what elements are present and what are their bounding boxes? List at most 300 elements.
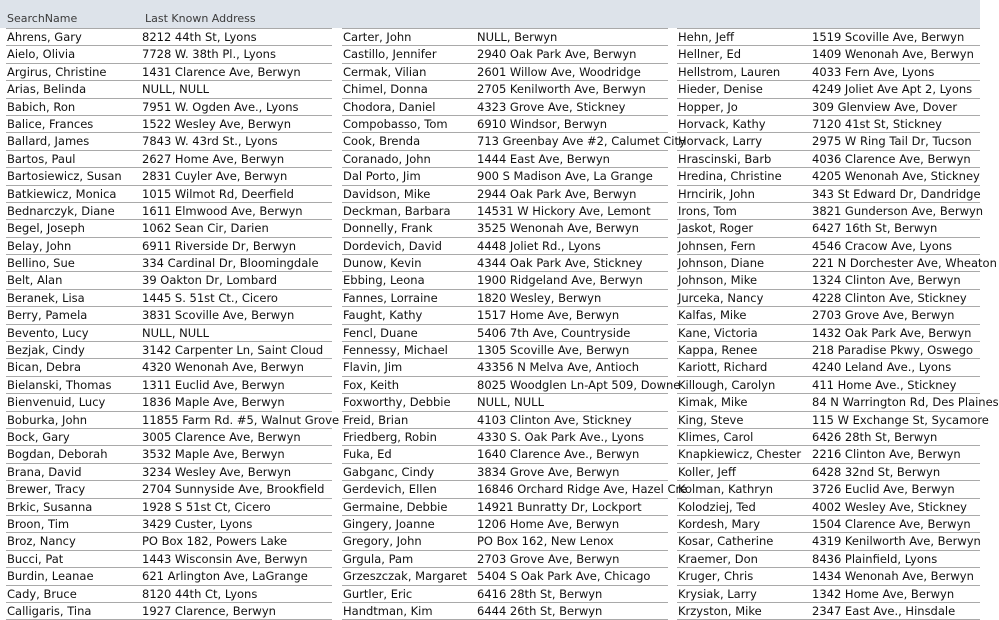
table-row — [6, 116, 332, 133]
table-row — [6, 81, 332, 98]
person-name: Bezjak, Cindy — [7, 343, 85, 358]
address-value: 1444 East Ave, Berwyn — [477, 151, 610, 166]
address-value: NULL, Berwyn — [477, 30, 558, 44]
person-name: Bican, Debra — [7, 360, 82, 375]
person-name: Bogdan, Deborah — [7, 447, 108, 462]
table-row — [342, 359, 668, 376]
address-value: 713 Greenbay Ave #2, Calumet City — [477, 134, 686, 149]
person-name: Hieder, Denise — [678, 82, 763, 97]
address-value: 7120 41st St, Stickney — [812, 116, 942, 131]
address-value: 1311 Euclid Ave, Berwyn — [142, 377, 285, 392]
table-row — [677, 272, 980, 289]
person-name: Faught, Kathy — [343, 308, 423, 323]
address-value: 2347 East Ave., Hinsdale — [812, 603, 956, 618]
address-value: 4205 Wenonah Ave, Stickney — [812, 169, 980, 184]
table-row — [6, 568, 332, 585]
person-name: Johnson, Diane — [678, 256, 765, 271]
person-name: Dunow, Kevin — [343, 256, 422, 271]
address-value: 2831 Cuyler Ave, Berwyn — [142, 169, 288, 184]
table-row — [342, 516, 668, 533]
person-name: Kolodziej, Ted — [678, 499, 756, 514]
person-name: Kariott, Richard — [678, 360, 768, 375]
person-name: Krzyston, Mike — [678, 603, 762, 618]
address-value: 6911 Riverside Dr, Berwyn — [142, 238, 297, 253]
address-value: 6416 28th St, Berwyn — [477, 586, 603, 601]
address-value: 6427 16th St, Berwyn — [812, 221, 938, 236]
address-value: NULL, NULL — [477, 395, 544, 410]
person-name: Cook, Brenda — [343, 134, 421, 149]
table-row — [677, 359, 980, 376]
address-value: 1342 Home Ave, Berwyn — [812, 586, 955, 601]
table-row — [342, 203, 668, 220]
table-row — [677, 133, 980, 150]
address-value: 4103 Clinton Ave, Stickney — [477, 412, 632, 427]
person-name: Horvack, Larry — [678, 134, 763, 149]
address-value: 1431 Clarence Ave, Berwyn — [142, 64, 301, 79]
person-name: Ahrens, Gary — [7, 30, 82, 44]
address-value: 6910 Windsor, Berwyn — [477, 116, 608, 131]
table-row — [6, 429, 332, 446]
person-name: Hehn, Jeff — [678, 30, 735, 44]
address-value: 1443 Wisconsin Ave, Berwyn — [142, 551, 308, 566]
table-row — [342, 290, 668, 307]
address-value: 4344 Oak Park Ave, Stickney — [477, 256, 643, 271]
address-value: 334 Cardinal Dr, Bloomingdale — [142, 256, 319, 271]
table-row — [6, 272, 332, 289]
address-value: 2703 Grove Ave, Berwyn — [812, 308, 955, 323]
table-row — [342, 325, 668, 342]
person-name: Deckman, Barbara — [343, 203, 451, 218]
table-row — [677, 238, 980, 255]
table-row — [6, 255, 332, 272]
person-name: Balice, Frances — [7, 116, 94, 131]
person-name: Hopper, Jo — [678, 99, 738, 114]
person-name: Cady, Bruce — [7, 586, 77, 601]
address-value: 343 St Edward Dr, Dandridge — [812, 186, 981, 201]
person-name: Fennessy, Michael — [343, 343, 448, 358]
table-row — [342, 412, 668, 429]
person-name: Ebbing, Leona — [343, 273, 425, 288]
person-name: Beranek, Lisa — [7, 290, 85, 305]
person-name: Kane, Victoria — [678, 325, 758, 340]
person-name: Fannes, Lorraine — [343, 290, 438, 305]
person-name: Bielanski, Thomas — [7, 377, 112, 392]
table-row — [6, 168, 332, 185]
address-value: NULL, NULL — [142, 82, 209, 97]
person-name: Brewer, Tracy — [7, 482, 86, 497]
table-row — [677, 499, 980, 516]
table-row — [342, 64, 668, 81]
table-row — [677, 377, 980, 394]
person-name: Grgula, Pam — [343, 551, 414, 566]
address-value: 1611 Elmwood Ave, Berwyn — [142, 203, 303, 218]
address-value: 3831 Scoville Ave, Berwyn — [142, 308, 295, 323]
address-value: 3834 Grove Ave, Berwyn — [477, 464, 620, 479]
person-name: Compobasso, Tom — [343, 116, 448, 131]
address-value: 1820 Wesley, Berwyn — [477, 290, 602, 305]
table-row — [6, 446, 332, 463]
address-value: 3532 Maple Ave, Berwyn — [142, 447, 285, 462]
person-name: Hredina, Christine — [678, 169, 782, 184]
address-value: 4002 Wesley Ave, Stickney — [812, 499, 967, 514]
person-name: Gurtler, Eric — [343, 586, 413, 601]
person-name: Donnelly, Frank — [343, 221, 433, 236]
table-row — [677, 151, 980, 168]
address-value: 309 Glenview Ave, Dover — [812, 99, 958, 114]
address-value: 14531 W Hickory Ave, Lemont — [477, 203, 651, 218]
person-name: Jaskot, Roger — [678, 221, 754, 236]
table-row — [677, 464, 980, 481]
table-row — [6, 203, 332, 220]
address-value: 115 W Exchange St, Sycamore — [812, 412, 989, 427]
table-row — [677, 429, 980, 446]
table-row — [6, 151, 332, 168]
person-name: Bellino, Sue — [7, 256, 75, 271]
address-value: 4320 Wenonah Ave, Berwyn — [142, 360, 304, 375]
table-row — [6, 464, 332, 481]
table-row — [342, 81, 668, 98]
table-row — [677, 255, 997, 272]
address-value: 4240 Leland Ave., Lyons — [812, 360, 952, 375]
person-name: Krysiak, Larry — [678, 586, 757, 601]
address-value: 1409 Wenonah Ave, Berwyn — [812, 47, 974, 62]
column-1 — [6, 28, 340, 620]
person-name: Hellstrom, Lauren — [678, 64, 781, 79]
person-name: Carter, John — [343, 30, 412, 44]
address-value: 16846 Orchard Ridge Ave, Hazel Cre — [477, 482, 688, 497]
person-name: Belay, John — [7, 238, 72, 253]
person-name: Kordesh, Mary — [678, 516, 760, 531]
person-name: Hrncirik, John — [678, 186, 755, 201]
address-value: 14921 Bunratty Dr, Lockport — [477, 499, 642, 514]
table-row — [677, 99, 980, 116]
address-value: 39 Oakton Dr, Lombard — [142, 273, 278, 288]
person-name: Horvack, Kathy — [678, 116, 766, 131]
address-value: 1305 Scoville Ave, Berwyn — [477, 343, 630, 358]
person-name: Grzeszczak, Margaret — [343, 569, 468, 584]
person-name: Ballard, James — [7, 134, 90, 149]
table-row — [342, 377, 681, 394]
table-row — [6, 394, 332, 411]
person-name: Kruger, Chris — [678, 569, 754, 584]
table-row — [677, 342, 980, 359]
table-row — [342, 342, 668, 359]
person-name: Bartosiewicz, Susan — [7, 169, 122, 184]
address-value: NULL, NULL — [142, 325, 209, 340]
table-row — [677, 81, 980, 98]
table-row — [677, 203, 984, 220]
table-row — [6, 220, 332, 237]
person-name: Foxworthy, Debbie — [343, 395, 451, 410]
table-row — [677, 516, 980, 533]
person-name: Dal Porto, Jim — [343, 169, 421, 184]
table-row — [342, 99, 668, 116]
person-name: Bevento, Lucy — [7, 325, 89, 340]
table-row — [677, 446, 980, 463]
table-row — [6, 551, 332, 568]
address-value: 3142 Carpenter Ln, Saint Cloud — [142, 343, 324, 358]
table-row — [6, 99, 332, 116]
table-row — [6, 377, 332, 394]
address-value: 7951 W. Ogden Ave., Lyons — [142, 99, 299, 114]
person-name: Kimak, Mike — [678, 395, 748, 410]
table-row — [677, 481, 980, 498]
address-value: 1900 Ridgeland Ave, Berwyn — [477, 273, 643, 288]
table-row — [342, 533, 668, 550]
person-name: Broz, Nancy — [7, 534, 76, 549]
person-name: Kappa, Renee — [678, 343, 758, 358]
person-name: Berry, Pamela — [7, 308, 88, 323]
table-row — [677, 307, 980, 324]
address-value: 1504 Clarence Ave, Berwyn — [812, 516, 971, 531]
address-value: 4249 Joliet Ave Apt 2, Lyons — [812, 82, 973, 97]
person-name: Calligaris, Tina — [7, 603, 92, 618]
person-name: Dordevich, David — [343, 238, 442, 253]
table-row — [677, 290, 980, 307]
address-value: 621 Arlington Ave, LaGrange — [142, 569, 308, 584]
address-value: 4448 Joliet Rd., Lyons — [477, 238, 601, 253]
table-row — [677, 412, 989, 429]
person-name: Johnson, Mike — [678, 273, 758, 288]
address-value: 218 Paradise Pkwy, Oswego — [812, 343, 974, 358]
search-name-header: SearchName — [7, 12, 78, 25]
person-name: Bienvenuid, Lucy — [7, 395, 106, 410]
person-name: Hrascinski, Barb — [678, 151, 772, 166]
address-value: 8436 Plainfield, Lyons — [812, 551, 938, 566]
table-row — [342, 133, 686, 150]
address-value: 3429 Custer, Lyons — [142, 516, 253, 531]
table-row — [342, 272, 668, 289]
address-value: 6444 26th St, Berwyn — [477, 603, 603, 618]
person-name: Bednarczyk, Diane — [7, 203, 115, 218]
table-row — [6, 325, 332, 342]
table-row — [677, 116, 980, 133]
address-value: 3234 Wesley Ave, Berwyn — [142, 464, 291, 479]
address-value: PO Box 162, New Lenox — [477, 534, 614, 549]
address-value: 3726 Euclid Ave, Berwyn — [812, 482, 955, 497]
address-value: 3005 Clarence Ave, Berwyn — [142, 429, 301, 444]
person-name: Cermak, Vilian — [343, 64, 427, 79]
table-row — [6, 64, 332, 81]
table-row — [342, 586, 668, 603]
address-value: 6426 28th St, Berwyn — [812, 429, 938, 444]
person-name: Kolman, Kathryn — [678, 482, 774, 497]
person-name: Castillo, Jennifer — [343, 47, 437, 62]
person-name: Fuka, Ed — [343, 447, 392, 462]
person-name: Bock, Gary — [7, 429, 70, 444]
person-name: Jurceka, Nancy — [678, 290, 764, 305]
table-row — [342, 603, 668, 620]
person-name: Handtman, Kim — [343, 603, 433, 618]
table-row — [677, 533, 980, 550]
person-name: Fencl, Duane — [343, 325, 418, 340]
table-row — [6, 533, 332, 550]
person-name: Gingery, Joanne — [343, 516, 435, 531]
person-name: Knapkiewicz, Chester — [678, 447, 802, 462]
address-value: 4330 S. Oak Park Ave., Lyons — [477, 429, 644, 444]
table-row — [6, 481, 332, 498]
address-value: 2627 Home Ave, Berwyn — [142, 151, 285, 166]
person-name: Burdin, Leanae — [7, 569, 94, 584]
address-value: 1432 Oak Park Ave, Berwyn — [812, 325, 972, 340]
address-value: 2703 Grove Ave, Berwyn — [477, 551, 620, 566]
table-row — [342, 116, 668, 133]
address-value: 900 S Madison Ave, La Grange — [477, 169, 653, 184]
table-row — [342, 46, 668, 63]
address-value: 4228 Clinton Ave, Stickney — [812, 290, 967, 305]
table-row — [342, 429, 668, 446]
table-row — [6, 603, 332, 620]
address-value: 5406 7th Ave, Countryside — [477, 325, 631, 340]
person-name: Kraemer, Don — [678, 551, 758, 566]
table-row — [6, 133, 332, 150]
address-value: 1928 S 51st Ct, Cicero — [142, 499, 271, 514]
table-row — [677, 603, 980, 620]
person-name: Klimes, Carol — [678, 429, 754, 444]
address-value: 43356 N Melva Ave, Antioch — [477, 360, 640, 375]
table-row — [677, 46, 980, 63]
table-row — [677, 394, 999, 411]
person-name: Broon, Tim — [7, 516, 70, 531]
table-row — [6, 186, 332, 203]
address-value: 1519 Scoville Ave, Berwyn — [812, 30, 965, 44]
table-row — [677, 220, 980, 237]
table-row — [6, 46, 332, 63]
address-value: 4323 Grove Ave, Stickney — [477, 99, 626, 114]
address-value: 411 Home Ave., Stickney — [812, 377, 957, 392]
person-name: Irons, Tom — [678, 203, 737, 218]
table-row — [6, 238, 332, 255]
person-name: Arias, Belinda — [7, 82, 87, 97]
address-value: 2704 Sunnyside Ave, Brookfield — [142, 482, 325, 497]
person-name: Brkic, Susanna — [7, 499, 93, 514]
address-value: 4319 Kenilworth Ave, Berwyn — [812, 534, 981, 549]
address-value: 8120 44th Ct, Lyons — [142, 586, 258, 601]
address-value: 8025 Woodglen Ln-Apt 509, Downe — [477, 377, 681, 392]
table-row — [6, 412, 340, 429]
address-value: 2940 Oak Park Ave, Berwyn — [477, 47, 637, 62]
person-name: Bucci, Pat — [7, 551, 64, 566]
address-value: 3821 Gunderson Ave, Berwyn — [812, 203, 984, 218]
address-value: 7728 W. 38th Pl., Lyons — [142, 47, 276, 62]
person-name: Killough, Carolyn — [678, 377, 776, 392]
table-row — [677, 29, 980, 46]
last-known-address-header: Last Known Address — [145, 12, 256, 25]
person-name: King, Steve — [678, 412, 744, 427]
person-name: Boburka, John — [7, 412, 88, 427]
address-value: 4036 Clarence Ave, Berwyn — [812, 151, 971, 166]
person-name: Flavin, Jim — [343, 360, 403, 375]
table-row — [677, 325, 980, 342]
address-value: 1927 Clarence, Berwyn — [142, 603, 276, 618]
person-name: Kalfas, Mike — [678, 308, 747, 323]
person-name: Coranado, John — [343, 151, 431, 166]
person-name: Friedberg, Robin — [343, 429, 437, 444]
address-value: 1445 S. 51st Ct., Cicero — [142, 290, 278, 305]
address-value: 1434 Wenonah Ave, Berwyn — [812, 569, 974, 584]
table-row — [342, 168, 668, 185]
table-row — [342, 255, 668, 272]
table-row — [6, 586, 332, 603]
report-header — [0, 0, 980, 28]
person-name: Gabganc, Cindy — [343, 464, 435, 479]
table-row — [6, 29, 332, 46]
table-row — [342, 151, 668, 168]
address-value: 1015 Wilmot Rd, Deerfield — [142, 186, 294, 201]
table-row — [6, 359, 332, 376]
person-name: Fox, Keith — [343, 377, 400, 392]
person-name: Koller, Jeff — [678, 464, 736, 479]
table-row — [6, 499, 332, 516]
person-name: Davidson, Mike — [343, 186, 431, 201]
address-value: 4033 Fern Ave, Lyons — [812, 64, 935, 79]
address-value: 1836 Maple Ave, Berwyn — [142, 395, 285, 410]
address-value: 1640 Clarence Ave., Berwyn — [477, 447, 640, 462]
address-value: 84 N Warrington Rd, Des Plaines — [812, 395, 999, 410]
address-value: 11855 Farm Rd. #5, Walnut Grove — [142, 412, 340, 427]
address-value: 1517 Home Ave, Berwyn — [477, 308, 620, 323]
person-name: Belt, Alan — [7, 273, 63, 288]
table-row — [342, 551, 668, 568]
address-value: 2216 Clinton Ave, Berwyn — [812, 447, 961, 462]
address-value: 2601 Willow Ave, Woodridge — [477, 64, 641, 79]
person-name: Johnsen, Fern — [678, 238, 756, 253]
column-2 — [342, 28, 688, 620]
person-name: Germaine, Debbie — [343, 499, 448, 514]
table-row — [342, 446, 668, 463]
address-value: 1324 Clinton Ave, Berwyn — [812, 273, 961, 288]
table-row — [6, 290, 332, 307]
table-row — [342, 307, 668, 324]
column-3 — [677, 28, 999, 620]
person-name: Chodora, Daniel — [343, 99, 436, 114]
address-value: 221 N Dorchester Ave, Wheaton — [812, 256, 997, 271]
person-name: Kosar, Catherine — [678, 534, 774, 549]
address-value: 2705 Kenilworth Ave, Berwyn — [477, 82, 646, 97]
address-value: 4546 Cracow Ave, Lyons — [812, 238, 953, 253]
table-row — [342, 186, 668, 203]
address-value: 1206 Home Ave, Berwyn — [477, 516, 620, 531]
table-row — [677, 186, 980, 203]
table-row — [342, 238, 668, 255]
table-row — [677, 568, 980, 585]
person-name: Argirus, Christine — [7, 64, 107, 79]
person-name: Gregory, John — [343, 534, 422, 549]
table-row — [342, 29, 668, 46]
table-row — [342, 464, 668, 481]
person-name: Aielo, Olivia — [7, 47, 76, 62]
person-name: Freid, Brian — [343, 412, 409, 427]
table-row — [6, 307, 332, 324]
address-value: 1062 Sean Cir, Darien — [142, 221, 269, 236]
person-name: Bartos, Paul — [7, 151, 76, 166]
address-value: 8212 44th St, Lyons — [142, 30, 257, 44]
table-row — [677, 168, 980, 185]
table-row — [6, 342, 332, 359]
table-row — [342, 568, 668, 585]
table-row — [342, 220, 668, 237]
table-row — [342, 481, 688, 498]
address-value: 6428 32nd St, Berwyn — [812, 464, 941, 479]
address-value: 3525 Wenonah Ave, Berwyn — [477, 221, 639, 236]
person-name: Hellner, Ed — [678, 47, 742, 62]
person-name: Brana, David — [7, 464, 82, 479]
person-name: Chimel, Donna — [343, 82, 428, 97]
table-row — [6, 516, 332, 533]
address-value: 2944 Oak Park Ave, Berwyn — [477, 186, 637, 201]
address-value: 7843 W. 43rd St., Lyons — [142, 134, 278, 149]
address-value: 2975 W Ring Tail Dr, Tucson — [812, 134, 972, 149]
